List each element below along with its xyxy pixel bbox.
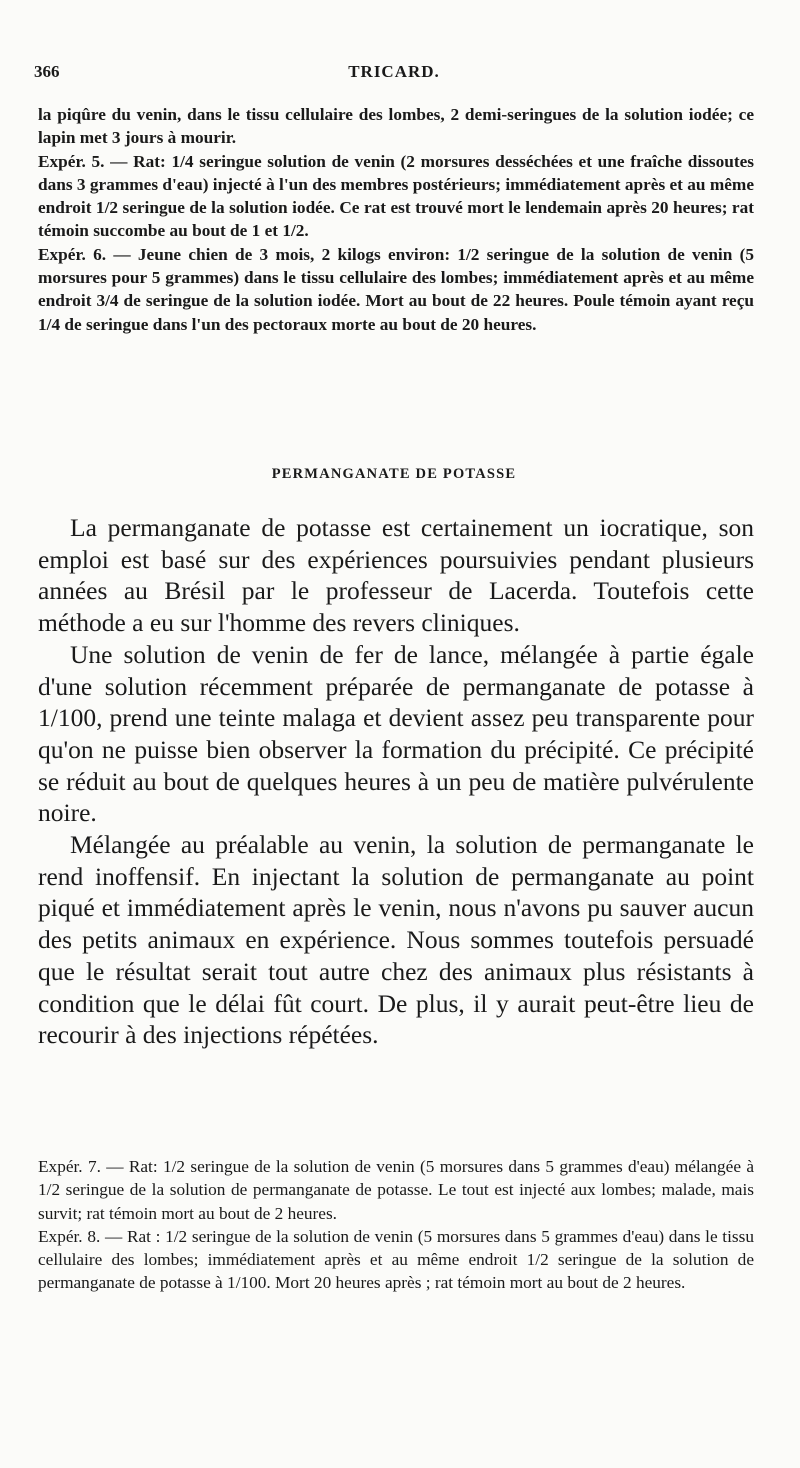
paragraph-experiment-7: Expér. 7. — Rat: 1/2 seringue de la solution de venin (5 morsures dans 5 grammes d'eau) mélangée à 1/2 seringue de la solution de permanganate de potasse. Le tout est injecté aux lombes; malade, mais survit; rat témoin mort au bout de 2 heures.: [38, 1157, 754, 1223]
paragraph-experiment-5: Expér. 5. — Rat: 1/4 seringue solution de venin (2 morsures desséchées et une fraîche dissoutes dans 3 grammes d'eau) injecté à l'un des membres postérieurs; immédiatement après et au même endroit 1/2 seringue de la solution iodée. Ce rat est trouvé mort le lendemain après 20 heures; rat témoin succombe au bout de 1 et 1/2.: [38, 151, 754, 241]
body-paragraph-2: Une solution de venin de fer de lance, mélangée à partie égale d'une solution récemment préparée de permanganate de potasse à 1/100, prend une teinte malaga et devient assez peu transparente pour qu'on ne puisse bien observer la formation du précipité. Ce précipité se réduit au bout de quelques heures à un peu de matière pulvérulente noire.: [38, 639, 754, 828]
paragraph-top-1: la piqûre du venin, dans le tissu cellulaire des lombes, 2 demi-seringues de la solution iodée; ce lapin met 3 jours à mourir.: [38, 105, 754, 148]
main-text: [38, 512, 754, 1051]
experiment-notes-top: [38, 103, 754, 336]
experiment-notes-bottom: [38, 1155, 754, 1295]
paragraph-experiment-6: Expér. 6. — Jeune chien de 3 mois, 2 kilogs environ: 1/2 seringue de la solution de venin (5 morsures pour 5 grammes) dans le tissu cellulaire des lombes; immédiatement après et au même endroit 3/4 de seringue de la solution iodée. Mort au bout de 22 heures. Poule témoin ayant reçu 1/4 de seringue dans l'un des pectoraux morte au bout de 20 heures.: [38, 244, 754, 334]
paragraph-experiment-8: Expér. 8. — Rat : 1/2 seringue de la solution de venin (5 morsures dans 5 grammes d'eau) dans le tissu cellulaire des lombes; immédiatement après et au même endroit 1/2 seringue de la solution de permanganate de potasse à 1/100. Mort 20 heures après ; rat témoin mort au bout de 2 heures.: [38, 1226, 754, 1293]
page-number: 366: [34, 62, 60, 81]
section-heading: PERMANGANATE DE POTASSE: [271, 466, 517, 482]
running-title: TRICARD.: [348, 62, 440, 81]
body-paragraph-3: Mélangée au préalable au venin, la solution de permanganate le rend inoffensif. En injectant la solution de permanganate au point piqué et immédiatement après le venin, nous n'avons pu sauver aucun des petits animaux en expérience. Nous sommes toutefois persuadé que le résultat serait tout autre chez des animaux plus résistants à condition que le délai fût court. De plus, il y aurait peut-être lieu de recourir à des injections répétées.: [38, 830, 754, 1050]
running-head: [34, 62, 754, 86]
body-paragraph-1: La permanganate de potasse est certainement un iocratique, son emploi est basé sur des expériences poursuivies pendant plusieurs années au Brésil par le professeur de Lacerda. Toutefois cette méthode a eu sur l'homme des revers cliniques.: [38, 513, 754, 638]
